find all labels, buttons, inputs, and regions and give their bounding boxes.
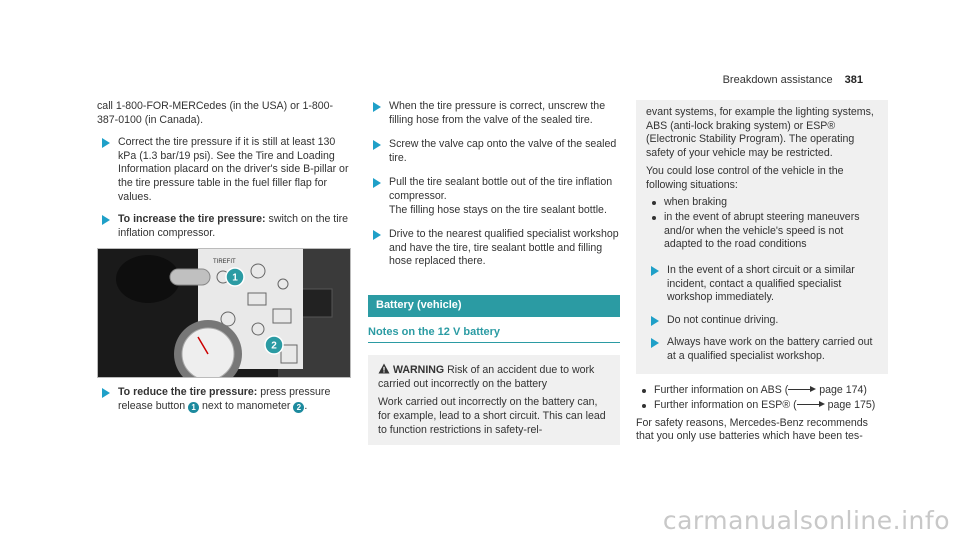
step-increase-pressure bbox=[97, 213, 349, 240]
step-arrow-icon bbox=[102, 138, 110, 148]
step-text: Do not continue driving. bbox=[667, 313, 779, 326]
step-workshop-only bbox=[646, 336, 878, 363]
bullet-icon bbox=[652, 201, 656, 205]
step-text: Correct the tire pressure if it is still at least 130 kPa (1.3 bar/19 psi). See the Tire and Loading Information placard on the driver's side B-pillar or the tire pressure table in the fuel filler flap for values. bbox=[118, 136, 349, 203]
page-reference-arrow-icon bbox=[797, 400, 825, 409]
step-unscrew-hose bbox=[368, 100, 620, 127]
step-arrow-icon bbox=[651, 338, 659, 348]
step-text: Drive to the nearest qualified specialist workshop and have the tire, tire sealant bottle and filling hose replaced there. bbox=[389, 228, 619, 268]
step-arrow-icon bbox=[102, 388, 110, 398]
section-heading-battery: Battery (vehicle) bbox=[368, 295, 620, 317]
closing-text: For safety reasons, Mercedes-Benz recommends that you only use batteries which have been tes- bbox=[636, 416, 868, 443]
step-bold-label: To reduce the tire pressure: bbox=[118, 386, 258, 398]
warning-continuation: evant systems, for example the lighting systems, ABS (anti-lock braking system) or ESP® (Electronic Stability Program). The operating safety of your vehicle may be restricted. You could lose control of the vehicle in the following situations: when braking in the event of abrupt steering maneuvers and/or when the vehicle's speed is not adapted to the road conditions In the event of a short circuit or a similar incident, contact a qualified specialist workshop immediately. Do not continue driving. Always have work on the battery carried out at a qualified specialist workshop. bbox=[636, 100, 888, 374]
photo-callout-1: 1 bbox=[232, 272, 238, 284]
subsection-heading: Notes on the 12 V battery bbox=[368, 326, 620, 344]
compressor-illustration bbox=[98, 249, 350, 377]
warning-heading: Risk of an accident due to work carried out incorrectly on the battery bbox=[378, 364, 595, 390]
step-text: Always have work on the battery carried out at a qualified specialist workshop. bbox=[667, 336, 873, 362]
reference-esp: Further information on ESP® ( page 175) bbox=[636, 399, 888, 413]
step-arrow-icon bbox=[651, 266, 659, 276]
step-arrow-icon bbox=[373, 178, 381, 188]
step-text: switch on the tire inflation compressor. bbox=[118, 213, 349, 239]
step-reduce-pressure: To reduce the tire pressure: press pressure release button 1 next to manometer 2 . bbox=[97, 386, 349, 413]
watermark: carmanualsonline.info bbox=[662, 506, 950, 535]
warning-label: WARNING bbox=[392, 364, 445, 377]
callout-badge-2: 2 bbox=[293, 402, 304, 413]
step-contact-workshop bbox=[646, 264, 878, 305]
warning-triangle-icon bbox=[378, 363, 390, 374]
step-screw-valve-cap bbox=[368, 138, 620, 165]
step-drive-to-workshop bbox=[368, 228, 620, 269]
page-header bbox=[723, 74, 863, 88]
step-do-not-drive bbox=[646, 314, 878, 328]
column-2 bbox=[368, 100, 620, 445]
step-text: Screw the valve cap onto the valve of the sealed tire. bbox=[389, 138, 617, 164]
bullet-icon bbox=[642, 404, 646, 408]
step-arrow-icon bbox=[373, 230, 381, 240]
page-number: 381 bbox=[844, 74, 863, 86]
photo-callout-2: 2 bbox=[271, 340, 277, 352]
bullet-icon bbox=[652, 216, 656, 220]
step-pull-bottle: Pull the tire sealant bottle out of the tire inflation compressor. The filling hose stays on the tire sealant bottle. bbox=[368, 176, 620, 217]
page-reference-arrow-icon bbox=[788, 385, 816, 394]
column-1-lower bbox=[97, 386, 349, 413]
intro-text: call 1-800-FOR-MERCedes (in the USA) or 1-800-387-0100 (in Canada). bbox=[97, 100, 334, 126]
callout-badge-1: 1 bbox=[188, 402, 199, 413]
step-text: In the event of a short circuit or a similar incident, contact a qualified specialist workshop immediately. bbox=[667, 263, 855, 304]
step-arrow-icon bbox=[373, 140, 381, 150]
warning-box bbox=[368, 355, 620, 445]
step-correct-pressure bbox=[97, 136, 349, 204]
tire-inflation-compressor-image bbox=[97, 248, 351, 378]
step-bold-label: To increase the tire pressure: bbox=[118, 213, 266, 226]
tirefit-label: TIREFIT bbox=[213, 259, 236, 265]
column-3 bbox=[636, 100, 888, 444]
step-arrow-icon bbox=[651, 316, 659, 326]
page-link[interactable]: page 174) bbox=[816, 383, 867, 396]
list-item: when braking bbox=[646, 196, 878, 210]
bullet-icon bbox=[642, 389, 646, 393]
column-1 bbox=[97, 100, 349, 240]
reference-abs: Further information on ABS ( page 174) bbox=[636, 384, 888, 398]
warning-body: Work carried out incorrectly on the battery can, for example, lead to a short circuit. This can lead to function restrictions in safety-rel- bbox=[378, 396, 606, 436]
list-item: in the event of abrupt steering maneuvers and/or when the vehicle's speed is not adapted to the road conditions bbox=[646, 211, 878, 252]
step-arrow-icon bbox=[373, 102, 381, 112]
step-arrow-icon bbox=[102, 215, 110, 225]
page-link[interactable]: page 175) bbox=[824, 399, 876, 412]
section-title: Breakdown assistance bbox=[722, 74, 833, 86]
step-text: When the tire pressure is correct, unscrew the filling hose from the valve of the sealed tire. bbox=[389, 100, 606, 126]
